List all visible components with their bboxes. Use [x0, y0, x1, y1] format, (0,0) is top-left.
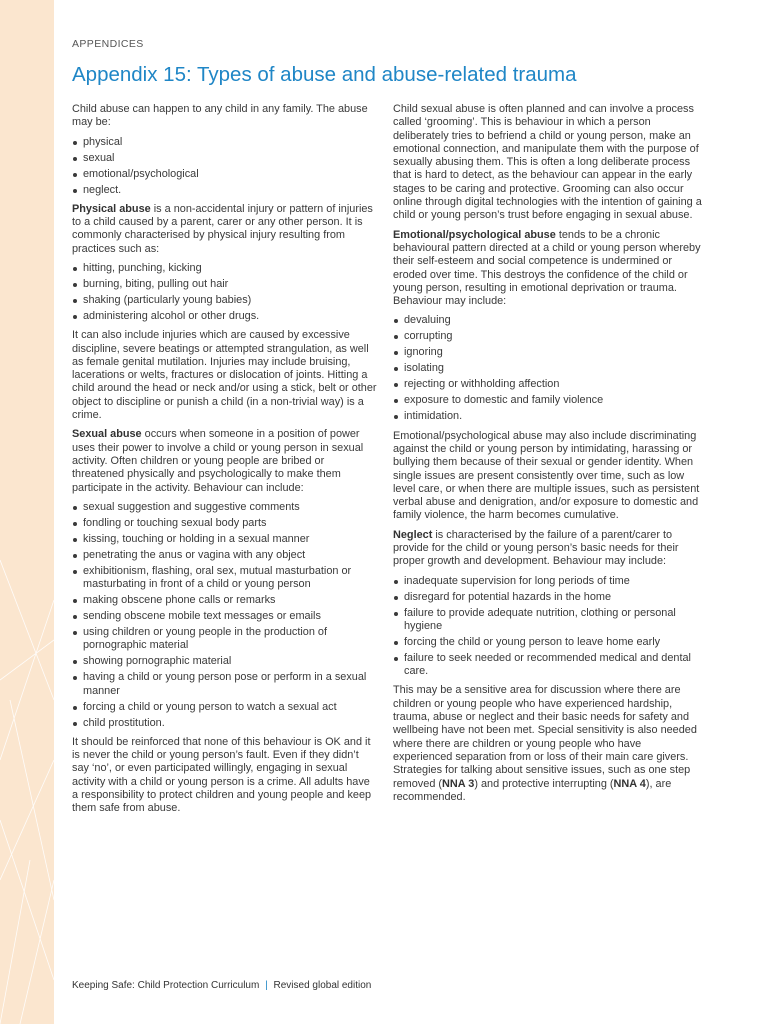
neglect-list	[393, 575, 703, 679]
list-item: penetrating the anus or vagina with any object	[72, 549, 378, 562]
nna3-reference: NNA 3	[442, 777, 475, 790]
emotional-abuse-more: Emotional/psychological abuse may also include discriminating against the child or young person by intimidating, harassing or bullying them because of their sexual or gender identity. When single issues are present consistently over time, such as low level care, or when there are multiple issues, such as persistent verbal abuse and denigration, and/or exposure to domestic and family violence, the harm becomes cumulative.	[393, 429, 700, 522]
list-item: failure to provide adequate nutrition, clothing or personal hygiene	[393, 607, 703, 634]
neglect-term: Neglect	[393, 528, 433, 541]
sensitive-text-a: This may be a sensitive area for discussion where there are children or young people who have experienced hardship, trauma, abuse or neglect and their basic needs for safety and wellbeing have not been met. Special sensitivity is also needed where there are children or young people who have experienced separation from or loss of their main care givers. Strategies for talking about sensitive issues, such as one step removed (	[393, 684, 697, 790]
footer-separator: |	[265, 980, 268, 991]
physical-abuse-list	[72, 262, 378, 323]
list-item: showing pornographic material	[72, 655, 378, 668]
list-item: shaking (particularly young babies)	[72, 294, 378, 307]
list-item: emotional/psychological	[72, 168, 378, 181]
list-item: isolating	[393, 362, 703, 375]
sensitive-text-b: ) and protective interrupting (	[474, 777, 614, 790]
list-item: exhibitionism, flashing, oral sex, mutual masturbation or masturbating in front of a child or young person	[72, 565, 378, 592]
physical-abuse-more: It can also include injuries which are caused by excessive discipline, severe beatings or attempted strangulation, as well as female genital mutilation. Injuries may include bruising, lacerations or welts, fractures or dislocation of joints. Hitting a child around the head or neck and/or using a stick, belt or other object to discipline or punish a child (in a non-trivial way) is a crime.	[72, 329, 377, 422]
emotional-abuse-text: tends to be a chronic behavioural pattern directed at a child or young person whereby their self-esteem and social competence is undermined or eroded over time. This destroys the confidence of the child or young person, resulting in emotional deprivation or trauma. Behaviour may include:	[393, 228, 701, 308]
page-title: Appendix 15: Types of abuse and abuse-related trauma	[72, 63, 577, 86]
emotional-abuse-paragraph	[393, 229, 703, 309]
neglect-text: is characterised by the failure of a parent/carer to provide for the child or young person’s basic needs for their proper growth and development. Behaviour may include:	[393, 528, 679, 568]
list-item: inadequate supervision for long periods of time	[393, 575, 703, 588]
list-item: kissing, touching or holding in a sexual manner	[72, 533, 378, 546]
list-item: exposure to domestic and family violence	[393, 394, 703, 407]
list-item: sexual suggestion and suggestive comments	[72, 501, 378, 514]
abuse-types-list	[72, 136, 378, 197]
list-item: intimidation.	[393, 410, 703, 423]
footer	[72, 980, 371, 991]
intro-paragraph: Child abuse can happen to any child in any family. The abuse may be:	[72, 103, 368, 129]
physical-abuse-text: is a non-accidental injury or pattern of injuries to a child caused by a parent, carer or any other person. It is commonly characterised by physical injury resulting from practices such as:	[72, 202, 373, 255]
list-item: hitting, punching, kicking	[72, 262, 378, 275]
list-item: ignoring	[393, 346, 703, 359]
footer-title: Keeping Safe: Child Protection Curriculum	[72, 980, 260, 991]
physical-abuse-paragraph	[72, 203, 378, 256]
list-item: burning, biting, pulling out hair	[72, 278, 378, 291]
list-item: disregard for potential hazards in the home	[393, 591, 703, 604]
list-item: failure to seek needed or recommended medical and dental care.	[393, 652, 703, 679]
list-item: corrupting	[393, 330, 703, 343]
sexual-abuse-list	[72, 501, 378, 730]
list-item: sexual	[72, 152, 378, 165]
list-item: devaluing	[393, 314, 703, 327]
list-item: sending obscene mobile text messages or emails	[72, 610, 378, 623]
list-item: child prostitution.	[72, 717, 378, 730]
list-item: forcing the child or young person to leave home early	[393, 636, 703, 649]
grooming-paragraph: Child sexual abuse is often planned and can involve a process called ‘grooming’. This is behaviour in which a person deliberately tries to befriend a child or young person, make an emotional connection, and manipulate them with the purpose of sexually abusing them. This is often a long deliberate process that is hard to detect, as the behaviour can appear in the early stages to be caring and protective. Grooming can also occur online through digital technologies with the intention of gaining a child or young person’s trust before engaging in sexual abuse.	[393, 103, 702, 222]
decorative-side-band	[0, 0, 54, 1024]
list-item: rejecting or withholding affection	[393, 378, 703, 391]
sexual-abuse-term: Sexual abuse	[72, 428, 142, 441]
sensitive-text-c: ), are recommended.	[393, 777, 672, 803]
list-item: neglect.	[72, 184, 378, 197]
list-item: physical	[72, 136, 378, 149]
left-column	[72, 103, 378, 822]
neglect-paragraph	[393, 529, 703, 569]
nna4-reference: NNA 4	[613, 777, 646, 790]
sensitive-area-paragraph	[393, 684, 703, 804]
footer-edition: Revised global edition	[273, 980, 372, 991]
sexual-abuse-paragraph	[72, 428, 378, 494]
list-item: fondling or touching sexual body parts	[72, 517, 378, 530]
physical-abuse-term: Physical abuse	[72, 202, 151, 215]
decorative-line-pattern	[0, 0, 54, 1024]
emotional-abuse-term: Emotional/psychological abuse	[393, 228, 556, 241]
list-item: forcing a child or young person to watch a sexual act	[72, 701, 378, 714]
emotional-abuse-list	[393, 314, 703, 423]
list-item: making obscene phone calls or remarks	[72, 594, 378, 607]
list-item: having a child or young person pose or perform in a sexual manner	[72, 671, 378, 698]
list-item: administering alcohol or other drugs.	[72, 310, 378, 323]
closing-paragraph: It should be reinforced that none of this behaviour is OK and it is never the child or young person’s fault. Even if they didn’t say ‘no’, or even participated willingly, engaging in sexual activity with a child or young person is a crime. All adults have a responsibility to protect children and young people and keep them safe from abuse.	[72, 735, 372, 815]
section-label: APPENDICES	[72, 38, 144, 50]
list-item: using children or young people in the production of pornographic material	[72, 626, 378, 653]
right-column	[393, 103, 703, 810]
sexual-abuse-text: occurs when someone in a position of power uses their power to involve a child or young person in sexual activity. Often children or young people are bribed or threatened physically and psychologically to make them participate in the activity. Behaviour can include:	[72, 428, 364, 494]
